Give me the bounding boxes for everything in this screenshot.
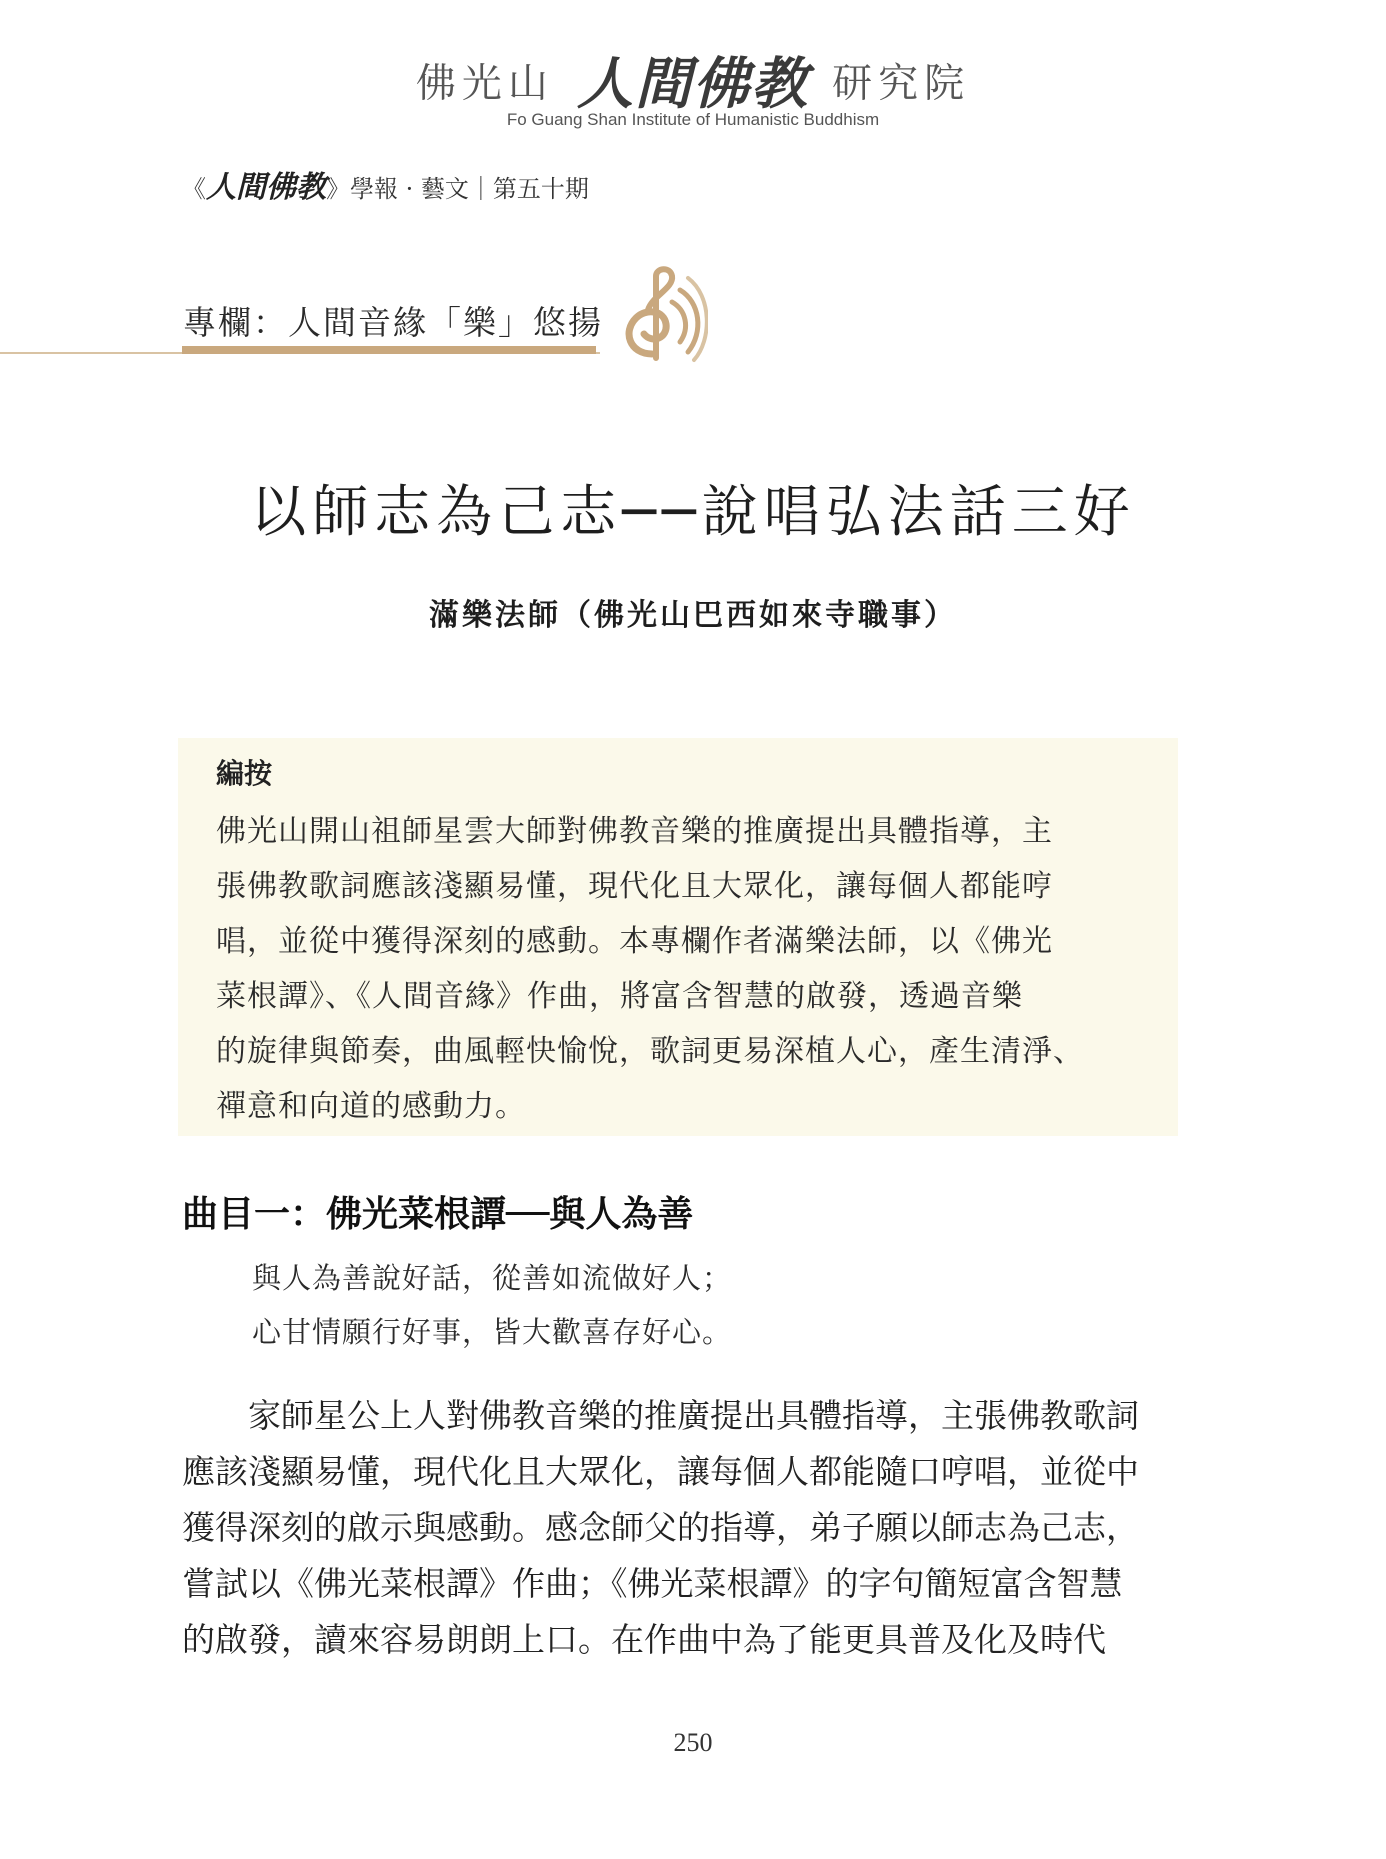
editor-note-line: 佛光山開山祖師星雲大師對佛教音樂的推廣提出具體指導，主 bbox=[216, 814, 1053, 849]
journal-info bbox=[182, 162, 589, 206]
journal-issue: 》學報 · 藝文｜第五十期 bbox=[326, 175, 589, 203]
institute-name-right: 研究院 bbox=[832, 60, 971, 107]
editor-note-line: 菜根譚》、《人間音緣》作曲，將富含智慧的啟發，透過音樂 bbox=[216, 979, 1023, 1014]
institute-brand: 人間佛教 bbox=[577, 51, 809, 117]
music-note-icon bbox=[612, 262, 708, 366]
editor-note-line: 的旋律與節奏，曲風輕快愉悅，歌詞更易深植人心，產生清淨、 bbox=[216, 1034, 1084, 1069]
article-author: 滿樂法師（佛光山巴西如來寺職事） bbox=[429, 598, 957, 633]
page-number: 250 bbox=[673, 1728, 713, 1757]
editor-note-line: 唱，並從中獲得深刻的感動。本專欄作者滿樂法師，以《佛光 bbox=[216, 924, 1053, 959]
verse-line: 與人為善說好話，從善如流做好人； bbox=[252, 1261, 733, 1295]
institute-english-name: Fo Guang Shan Institute of Humanistic Buddhism bbox=[506, 110, 880, 129]
journal-open-bracket: 《 bbox=[182, 175, 206, 203]
body-line: 的啟發，讀來容易朗朗上口。在作曲中為了能更具普及化及時代 bbox=[182, 1620, 1106, 1659]
section-heading: 曲目一：佛光菜根譚──與人為善 bbox=[182, 1193, 694, 1235]
institute-name-left: 佛光山 bbox=[415, 60, 554, 107]
editor-note-line: 張佛教歌詞應該淺顯易懂，現代化且大眾化，讓每個人都能哼 bbox=[216, 869, 1053, 904]
body-line: 獲得深刻的啟示與感動。感念師父的指導，弟子願以師志為己志， bbox=[182, 1508, 1139, 1547]
column-title: 專欄：人間音緣「樂」悠揚 bbox=[183, 303, 603, 342]
column-rule-accent bbox=[182, 346, 596, 354]
article-title: 以師志為己志──說唱弘法話三好 bbox=[250, 480, 1136, 545]
verse-line: 心甘情願行好事，皆大歡喜存好心。 bbox=[252, 1315, 733, 1349]
editor-note-line: 禪意和向道的感動力。 bbox=[216, 1089, 526, 1124]
body-line: 應該淺顯易懂，現代化且大眾化，讓每個人都能隨口哼唱，並從中 bbox=[182, 1452, 1139, 1491]
institute-logo bbox=[0, 40, 1386, 120]
journal-brand: 人間佛教 bbox=[206, 170, 326, 205]
body-line: 嘗試以《佛光菜根譚》作曲；《佛光菜根譚》的字句簡短富含智慧 bbox=[182, 1564, 1123, 1603]
body-line: 家師星公上人對佛教音樂的推廣提出具體指導，主張佛教歌詞 bbox=[182, 1396, 1139, 1435]
editor-note-label: 編按 bbox=[216, 757, 273, 790]
